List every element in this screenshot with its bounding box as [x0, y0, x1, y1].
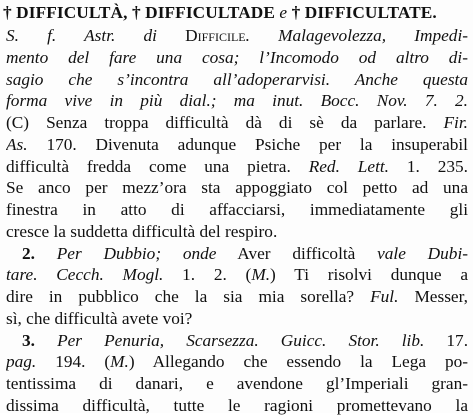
text-segment: 2.	[22, 243, 57, 263]
text-segment: sagio che s’incontra all’adoperarvisi. Anche questa	[6, 69, 468, 89]
text-segment: Ful.	[370, 287, 399, 306]
entry-line	[6, 395, 468, 418]
text-segment: 1. 235.	[389, 156, 468, 176]
text-segment: Per Dubbio; onde	[56, 243, 217, 263]
text-segment: Difficile	[185, 26, 246, 45]
entry-line	[6, 156, 468, 179]
text-segment: 194. (	[36, 352, 111, 372]
text-segment: dire in pubblico che la sia mia sorella?	[6, 287, 371, 306]
entry-line	[6, 373, 468, 396]
text-segment: dissima difficultà, tutte le ragioni promettevano la	[6, 395, 468, 415]
text-segment: 17.	[424, 330, 468, 350]
text-segment: 3.	[22, 330, 58, 350]
entry-line	[6, 308, 468, 331]
headword-variant: † DIFFICULTATE.	[291, 3, 437, 22]
text-segment: finestra in atto di affacciarsi, immediatamente gli	[6, 200, 468, 219]
text-segment: ) Allegando che essendo la Lega po-	[128, 352, 468, 372]
text-segment: cresce la suddetta difficultà del respiro.	[6, 221, 278, 241]
entry-line	[6, 177, 468, 200]
entry-line	[22, 243, 468, 266]
text-segment: ) Ti risolvi dunque a	[270, 265, 468, 285]
text-segment: mento del fare una cosa; l’Incomodo od altro di-	[6, 47, 468, 67]
text-segment: Messer,	[398, 287, 468, 306]
entry-line	[6, 134, 468, 157]
entry-line	[22, 330, 468, 353]
entry-line	[6, 199, 468, 222]
headword-conjunction: e	[274, 3, 292, 22]
text-segment: Per Penuria, Scarsezza. Guicc. Stor. lib.	[57, 330, 425, 350]
entry-line	[6, 221, 468, 244]
entry-line	[6, 25, 468, 48]
text-segment: difficultà fredda come una pietra.	[6, 156, 309, 176]
text-segment: (C) Senza troppa difficultà dà di sè da parlare.	[6, 113, 444, 132]
text-segment: S. f. Astr. di	[6, 26, 186, 45]
text-segment: sì, che difficultà avete voi?	[6, 308, 193, 328]
text-segment: . Malagevolezza, Impedi-	[245, 26, 468, 45]
text-segment: Aver difficoltà	[216, 243, 378, 263]
text-segment: Fir.	[443, 113, 468, 132]
text-segment: M.	[251, 265, 271, 285]
text-segment: vale Dubi-	[377, 243, 468, 263]
text-segment: tare. Cecch. Mogl.	[6, 265, 164, 285]
text-segment: tentissima di danari, e avendone gl’Imperiali gran-	[6, 374, 468, 393]
entry-line	[6, 112, 468, 135]
text-segment: 170. Divenuta adunque Psiche per la insuperabil	[27, 134, 468, 154]
text-segment: Red. Lett.	[308, 156, 389, 176]
text-segment: M.	[110, 352, 129, 372]
entry-line	[6, 47, 468, 70]
entry-line	[6, 351, 468, 374]
entry-line	[6, 286, 468, 309]
text-segment: pag.	[6, 352, 37, 372]
entry-headword-line	[3, 2, 468, 25]
entry-line	[6, 264, 468, 287]
text-segment: As.	[6, 134, 28, 154]
text-segment: Se anco per mezz’ora sta appoggiato col petto ad una	[6, 178, 468, 198]
text-segment: forma vive in più dial.; ma inut. Bocc. Nov. 7. 2.	[6, 91, 468, 111]
headword-primary: † DIFFICULTÀ, † DIFFICULTADE	[3, 3, 275, 22]
text-segment: 1. 2. (	[163, 265, 252, 285]
entry-line	[6, 69, 468, 92]
entry-line	[6, 90, 468, 113]
